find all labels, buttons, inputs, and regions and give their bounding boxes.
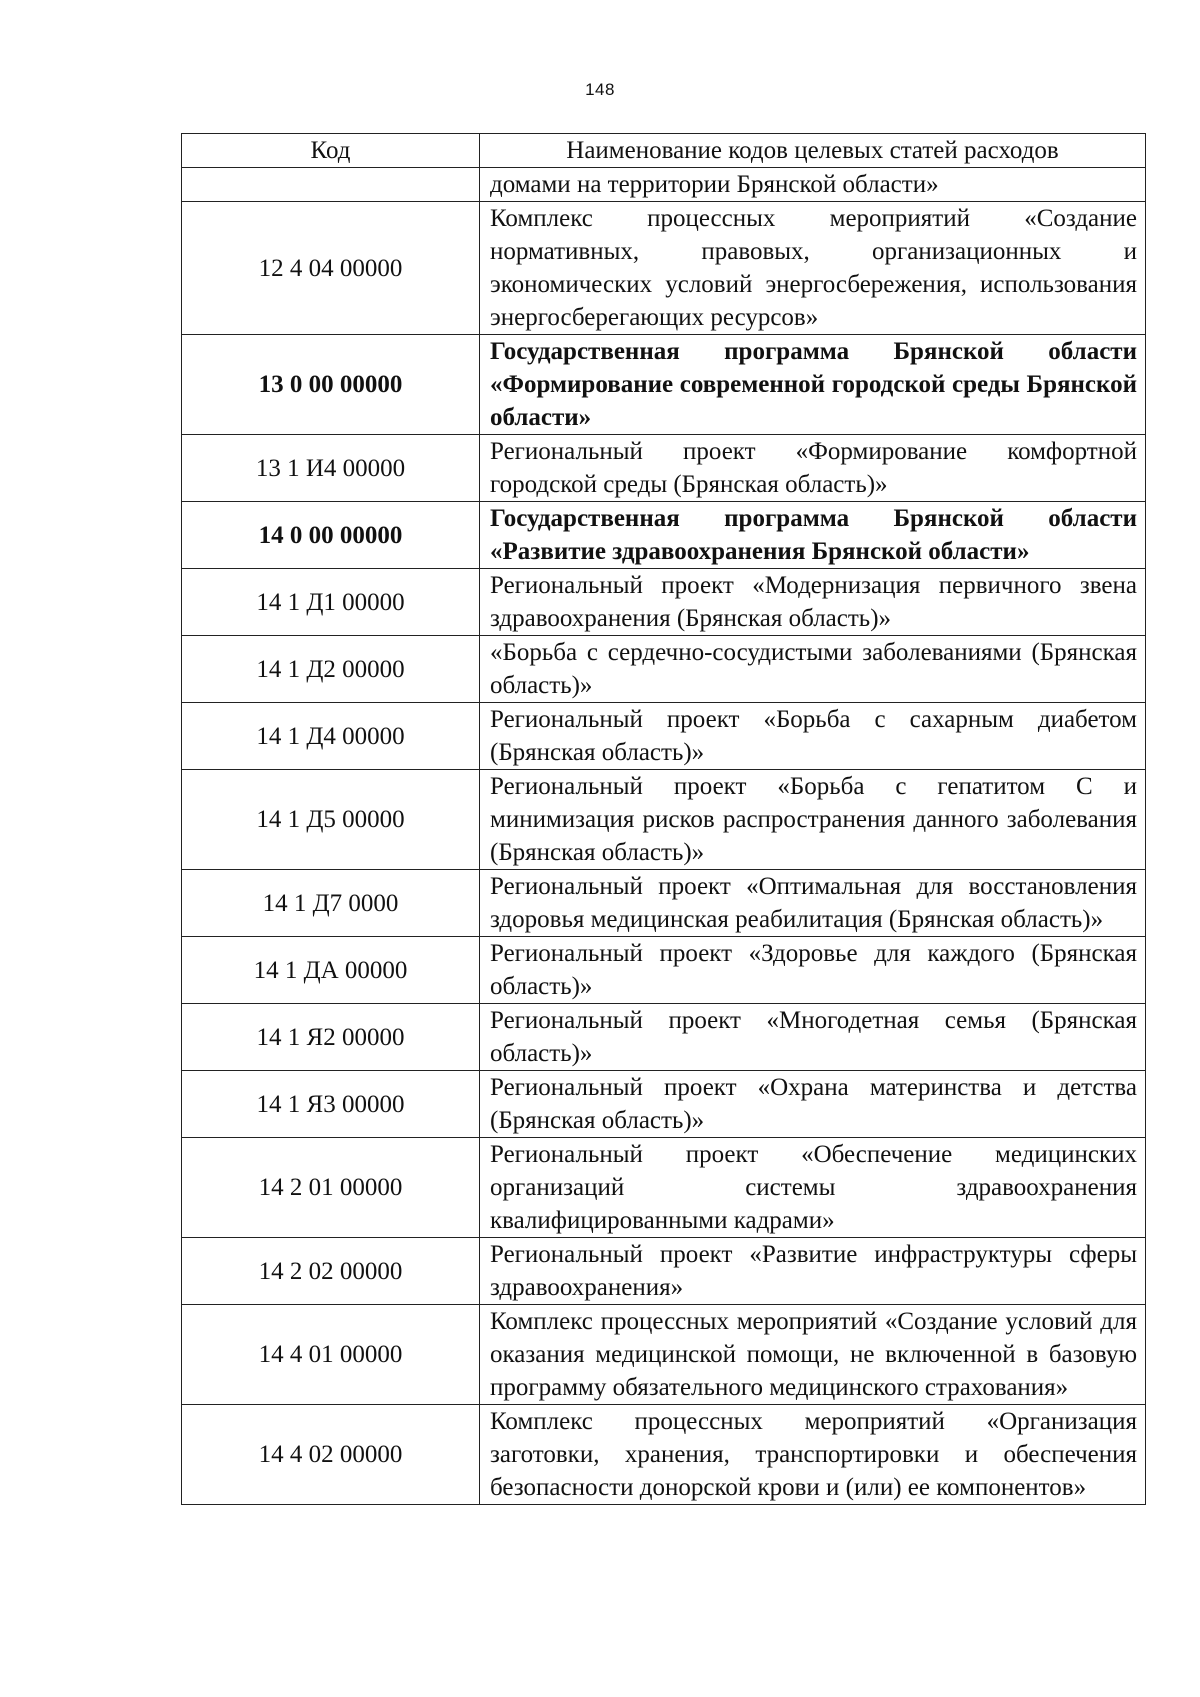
row-name: Региональный проект «Оптимальная для восстановления здоровья медицинская реабилитация (Брянская область)» <box>480 870 1146 937</box>
header-code: Код <box>182 134 480 168</box>
row-code: 14 1 Д1 00000 <box>182 569 480 636</box>
table-row <box>182 1138 1146 1238</box>
row-name: Региональный проект «Модернизация первичного звена здравоохранения (Брянская область)» <box>480 569 1146 636</box>
row-name: Региональный проект «Борьба с гепатитом С и минимизация рисков распространения данного заболевания (Брянская область)» <box>480 770 1146 870</box>
row-name: домами на территории Брянской области» <box>480 168 1146 202</box>
page-number: 148 <box>585 80 615 99</box>
table-row <box>182 1405 1146 1505</box>
table-body <box>182 168 1146 1505</box>
row-code: 14 1 Д4 00000 <box>182 703 480 770</box>
row-code: 14 4 01 00000 <box>182 1305 480 1405</box>
row-code: 14 2 02 00000 <box>182 1238 480 1305</box>
table-row <box>182 1004 1146 1071</box>
table-row <box>182 703 1146 770</box>
table-row <box>182 502 1146 569</box>
row-code: 12 4 04 00000 <box>182 202 480 335</box>
row-name: Государственная программа Брянской области «Формирование современной городской среды Брянской области» <box>480 335 1146 435</box>
row-code: 14 0 00 00000 <box>182 502 480 569</box>
row-code: 14 1 Я2 00000 <box>182 1004 480 1071</box>
row-code: 14 4 02 00000 <box>182 1405 480 1505</box>
table-row <box>182 870 1146 937</box>
table-row <box>182 168 1146 202</box>
row-code <box>182 168 480 202</box>
row-name: Региональный проект «Борьба с сахарным диабетом (Брянская область)» <box>480 703 1146 770</box>
row-name: «Борьба с сердечно-сосудистыми заболеваниями (Брянская область)» <box>480 636 1146 703</box>
budget-codes-table <box>181 133 1146 1505</box>
table-row <box>182 1071 1146 1138</box>
table-row <box>182 1238 1146 1305</box>
row-name: Региональный проект «Многодетная семья (Брянская область)» <box>480 1004 1146 1071</box>
row-code: 14 1 ДА 00000 <box>182 937 480 1004</box>
row-code: 13 0 00 00000 <box>182 335 480 435</box>
row-name: Региональный проект «Формирование комфортной городской среды (Брянская область)» <box>480 435 1146 502</box>
table-row <box>182 1305 1146 1405</box>
row-name: Государственная программа Брянской области «Развитие здравоохранения Брянской области» <box>480 502 1146 569</box>
row-code: 13 1 И4 00000 <box>182 435 480 502</box>
row-name: Региональный проект «Здоровье для каждого (Брянская область)» <box>480 937 1146 1004</box>
row-name: Региональный проект «Обеспечение медицинских организаций системы здравоохранения квалифицированными кадрами» <box>480 1138 1146 1238</box>
table-row <box>182 335 1146 435</box>
table-row <box>182 636 1146 703</box>
row-code: 14 2 01 00000 <box>182 1138 480 1238</box>
header-name: Наименование кодов целевых статей расходов <box>480 134 1146 168</box>
table-row <box>182 770 1146 870</box>
row-name: Комплекс процессных мероприятий «Создание нормативных, правовых, организационных и экономических условий энергосбережения, использования энергосберегающих ресурсов» <box>480 202 1146 335</box>
table-row <box>182 937 1146 1004</box>
row-name: Комплекс процессных мероприятий «Организация заготовки, хранения, транспортировки и обеспечения безопасности донорской крови и (или) ее компонентов» <box>480 1405 1146 1505</box>
table-row <box>182 435 1146 502</box>
row-code: 14 1 Д7 0000 <box>182 870 480 937</box>
row-name: Региональный проект «Развитие инфраструктуры сферы здравоохранения» <box>480 1238 1146 1305</box>
row-name: Региональный проект «Охрана материнства и детства (Брянская область)» <box>480 1071 1146 1138</box>
row-code: 14 1 Д5 00000 <box>182 770 480 870</box>
table-row <box>182 202 1146 335</box>
table-header-row <box>182 134 1146 168</box>
row-name: Комплекс процессных мероприятий «Создание условий для оказания медицинской помощи, не включенной в базовую программу обязательного медицинского страхования» <box>480 1305 1146 1405</box>
row-code: 14 1 Я3 00000 <box>182 1071 480 1138</box>
table-row <box>182 569 1146 636</box>
row-code: 14 1 Д2 00000 <box>182 636 480 703</box>
